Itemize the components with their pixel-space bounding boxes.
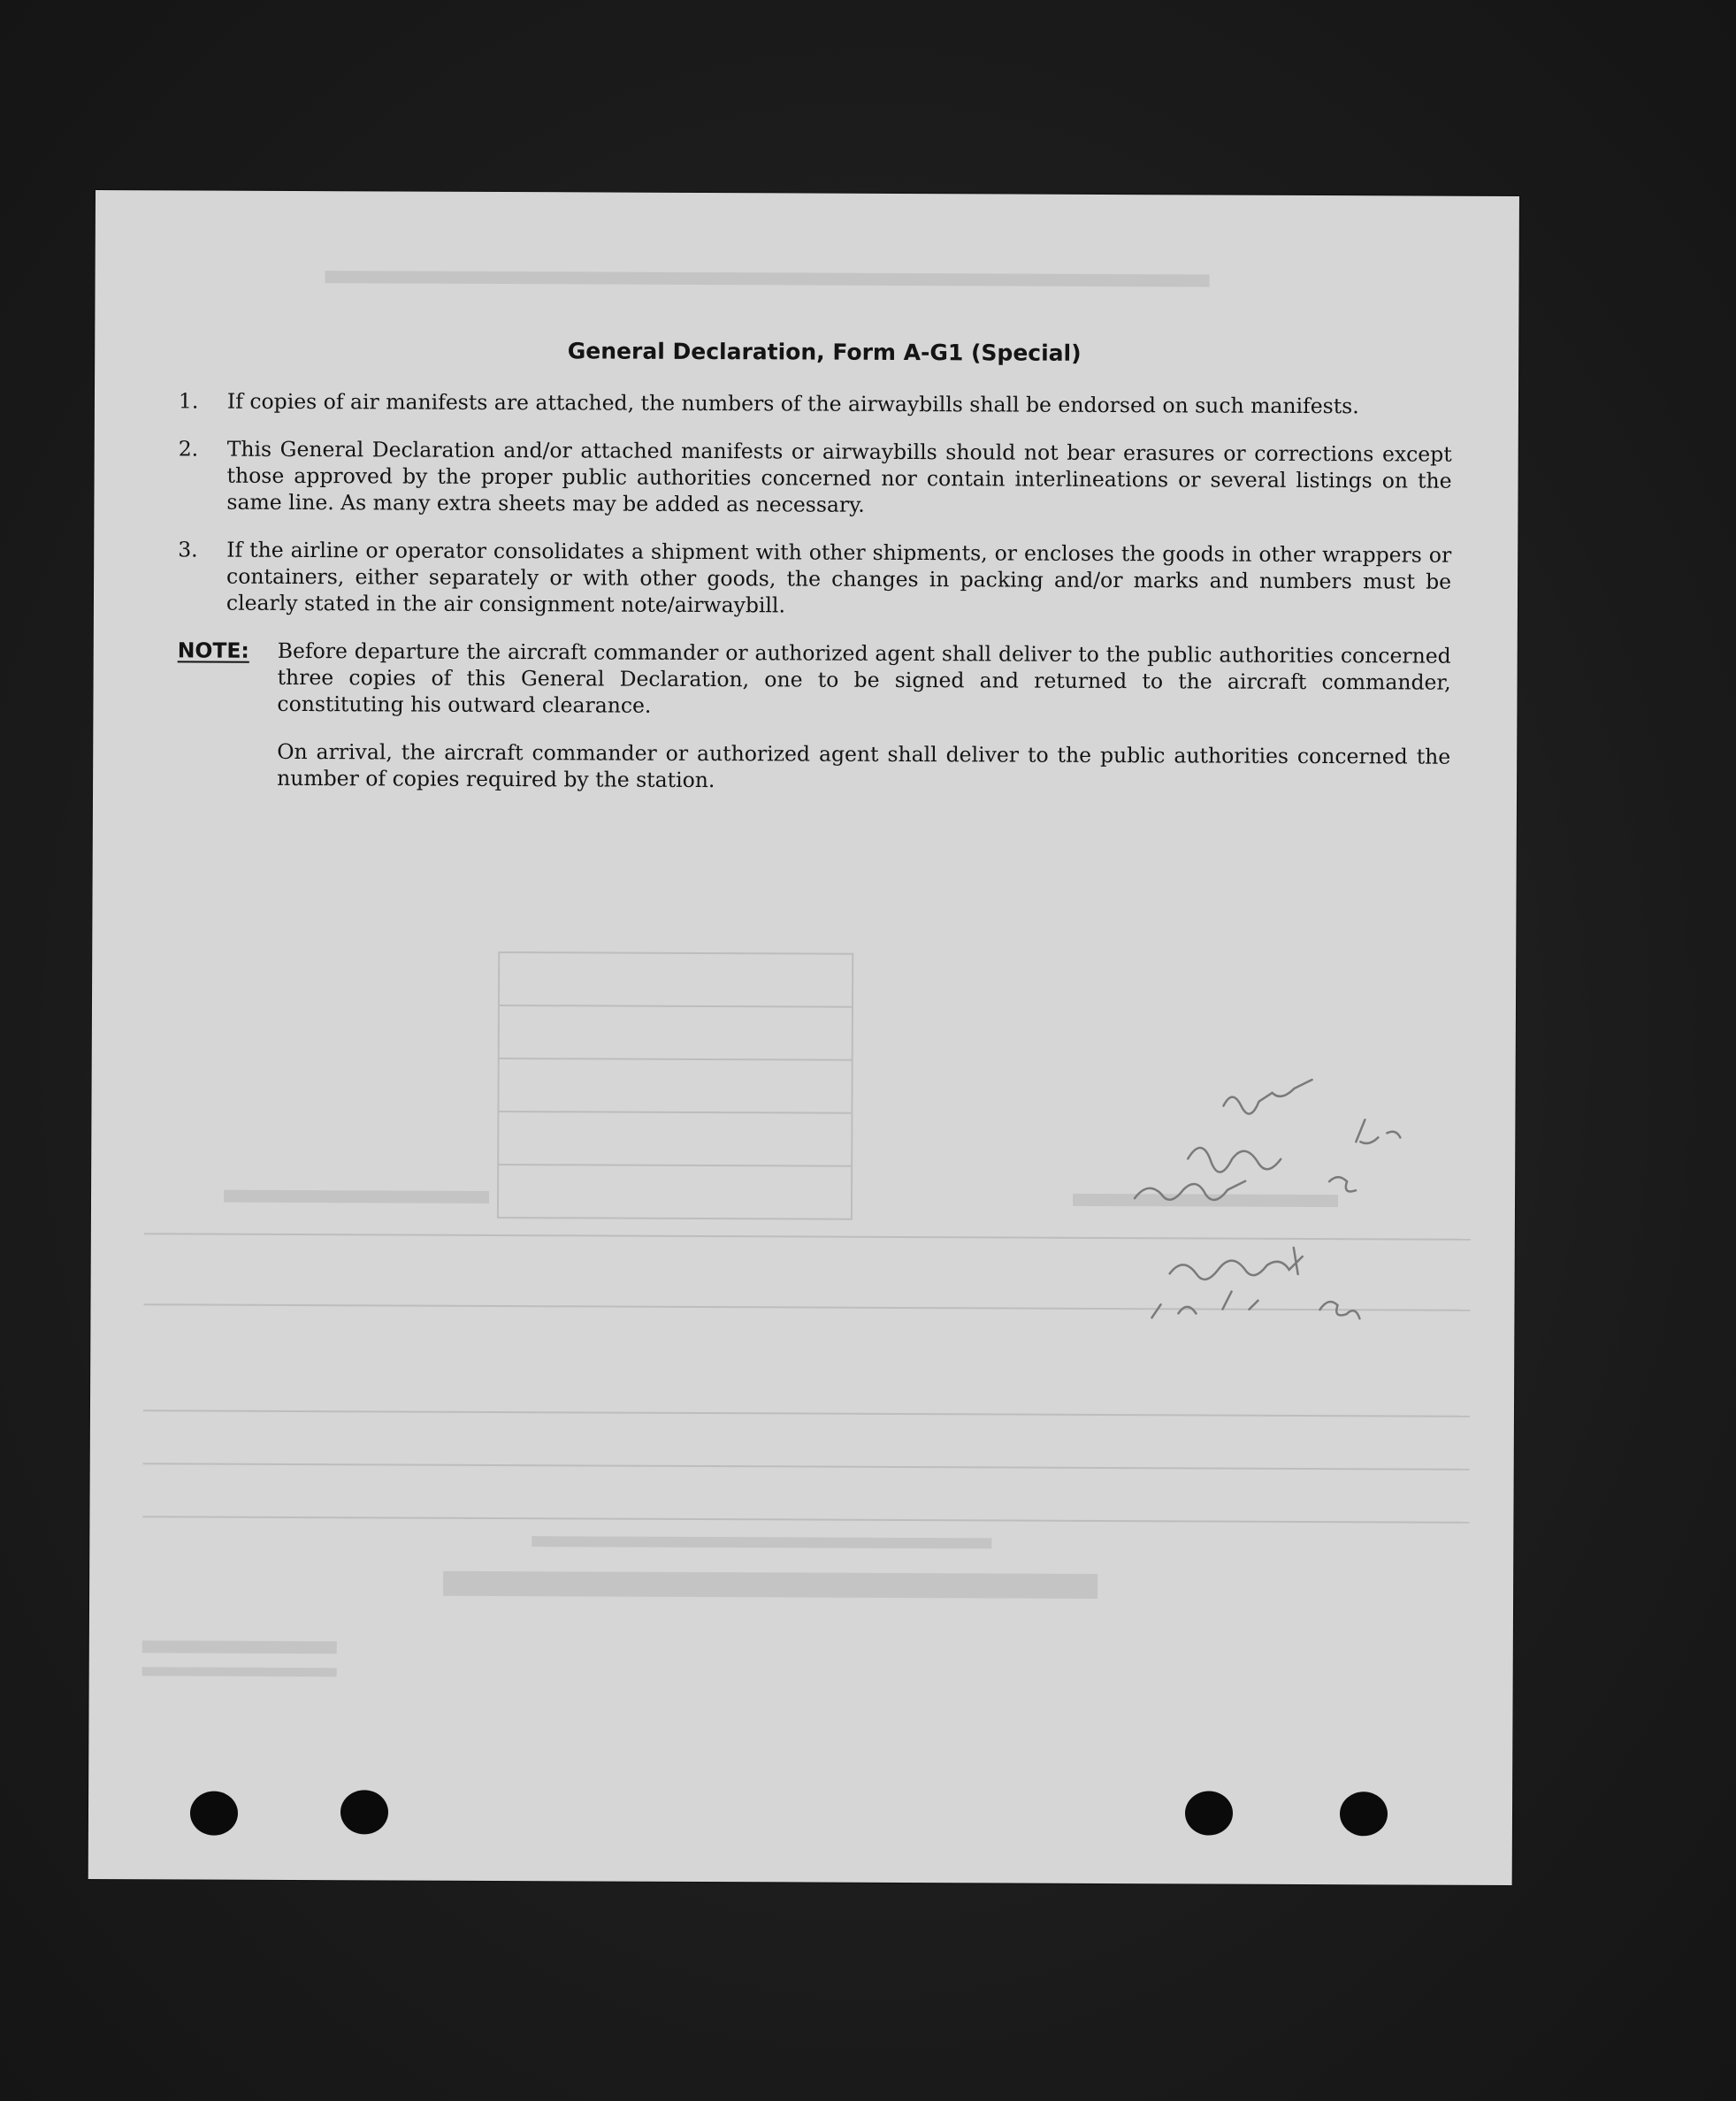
item-number: 3. (178, 537, 198, 562)
item-text: If copies of air manifests are attached, the numbers of the airwaybills shall be endorsed on such manifests. (226, 388, 1359, 419)
item-text: If the airline or operator consolidates a shipment with other shipments, or encloses the goods in other wrappers or containers, either separately or with other goods, the changes in packing and/or marks and numbers must be clearly stated in the air consignment note/airwaybill. (226, 537, 1452, 618)
instruction-item-1 (179, 387, 1452, 419)
note-label: NOTE: (177, 638, 249, 663)
item-number: 1. (178, 388, 199, 414)
note-arrival-text: On arrival, the aircraft commander or authorized agent shall deliver to the public authorities concerned the number of copies required by the station. (277, 738, 1451, 793)
item-text: This General Declaration and/or attached manifests or airwaybills should not bear erasures or corrections except those approved by the proper public authorities concerned nor contain interlineations or several listings on the same line. As many extra sheets may be added as necessary. (226, 436, 1452, 517)
punch-hole (1185, 1791, 1233, 1835)
instruction-item-2 (178, 435, 1451, 520)
handwritten-marks (1116, 1070, 1471, 1337)
instruction-item-3 (178, 536, 1451, 621)
item-number: 2. (178, 436, 199, 462)
page-title: General Declaration, Form A-G1 (Special) (567, 338, 1082, 366)
note-block (177, 637, 1450, 722)
document-page (88, 190, 1519, 1885)
punch-hole (190, 1791, 238, 1835)
instructions-block (177, 336, 1452, 796)
punch-hole (1340, 1792, 1388, 1836)
note-text: Before departure the aircraft commander or authorized agent shall deliver to the public authorities concerned three copies of this General Declaration, one to be signed and returned to the aircraft commander, constituting his outward clearance. (277, 638, 1451, 718)
punch-hole (340, 1790, 388, 1834)
